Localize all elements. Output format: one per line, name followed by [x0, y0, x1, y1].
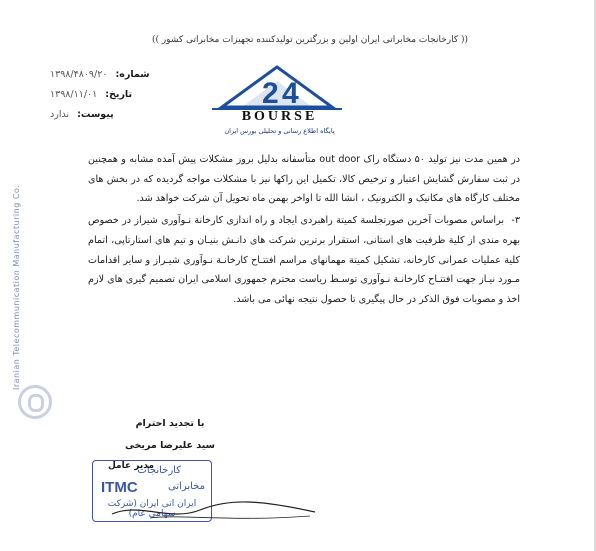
meta-date-row [50, 84, 160, 104]
bourse-logo [202, 63, 352, 141]
bourse-tagline: پایگاه اطلاع رسانی و تحلیلی بورس ایران [224, 127, 335, 135]
svg-text:2: 2 [262, 77, 279, 110]
company-emblem-icon [18, 385, 52, 419]
stamp-line-3: ایران اتی ایران (شرکت سهامی عام) [107, 499, 197, 519]
stamp-line-2: مخابراتی [167, 481, 205, 492]
meta-number-row [50, 64, 160, 84]
signer-name: سید علیرضا مریخی [124, 440, 216, 451]
paragraph-2-text: براساس مصوبات آخرین صورتجلسة کمیتة راهبردی ایجاد و راه اندازی کارخانة نـوآوری شیراز در خصوص بهره مندی از کلیة ظرفیت های استانی، استقرار برترین شرکت های دانـش بنیـان و تیم های استارتاپی، اتمام کلیة عملیات عمرانی کارخانه، تشکیل کمیتة مهمانهای مراسم افتتـاح کارخانـة نـوآوری شیـراز و سایر اقدامات مـورد نیـاز جهت افتتـاح کارخانـة نـوآوری توسـط ریاست محترم جمهوری اسلامی ایران تصمیم گیری های لازم اخذ و مصوبات فوق الذکر در حال پیگیری تا حصول نتیجه نهائی می باشد. [88, 215, 520, 305]
paragraph-2 [88, 211, 520, 310]
signature-block [120, 418, 220, 462]
company-name-vertical: Iranian Telecommunication Manufacturing Co. [12, 184, 21, 390]
stamp-logo: ITMC [101, 479, 138, 496]
attachment-label: پیوست: [77, 108, 114, 120]
paragraph-1: در همین مدت نیز تولید ۵۰ دستگاه راک out door متأسفانه بدلیل بروز مشکلات پیش آمده مشابه و همچنین در ثبت سفارش گشایش اعتبار و ترخیص کالا، تکمیل این راکها نیز با مشکلات مواجه گردیده که در بخش های مختلف کارگاه های مکانیک و الکترونیک ، انشا الله تا اواخر بهمن ماه تحویل آن شرکت خواهد شد. [88, 154, 520, 205]
closing-text: با تجدید احترام [135, 418, 205, 429]
attachment-value: ندارد [50, 108, 70, 120]
bourse-logo-mark [202, 63, 352, 113]
number-value: ۱۳۹۸/۴۸۰۹/۲۰ [50, 68, 108, 80]
stamp-line-1: کارخانجات [137, 465, 181, 476]
number-label: شماره: [115, 68, 150, 80]
paragraph-2-number: ۳- [511, 215, 520, 227]
meta-attachment-row [50, 104, 160, 124]
letter-body [88, 150, 520, 310]
svg-text:4: 4 [282, 77, 299, 110]
letter-meta [50, 64, 160, 124]
signer-title: مدیر عامل [108, 461, 155, 471]
date-label: تاریخ: [105, 88, 133, 100]
handwritten-signature [110, 492, 320, 528]
header-slogan: (( کارخانجات مخابراتی ایران اولین و بزرگترین تولیدکننده تجهیزات مخابراتی کشور )) [151, 35, 469, 45]
bourse-wordmark: BOURSE [241, 109, 318, 124]
date-value: ۱۳۹۸/۱۱/۰۱ [50, 88, 98, 100]
